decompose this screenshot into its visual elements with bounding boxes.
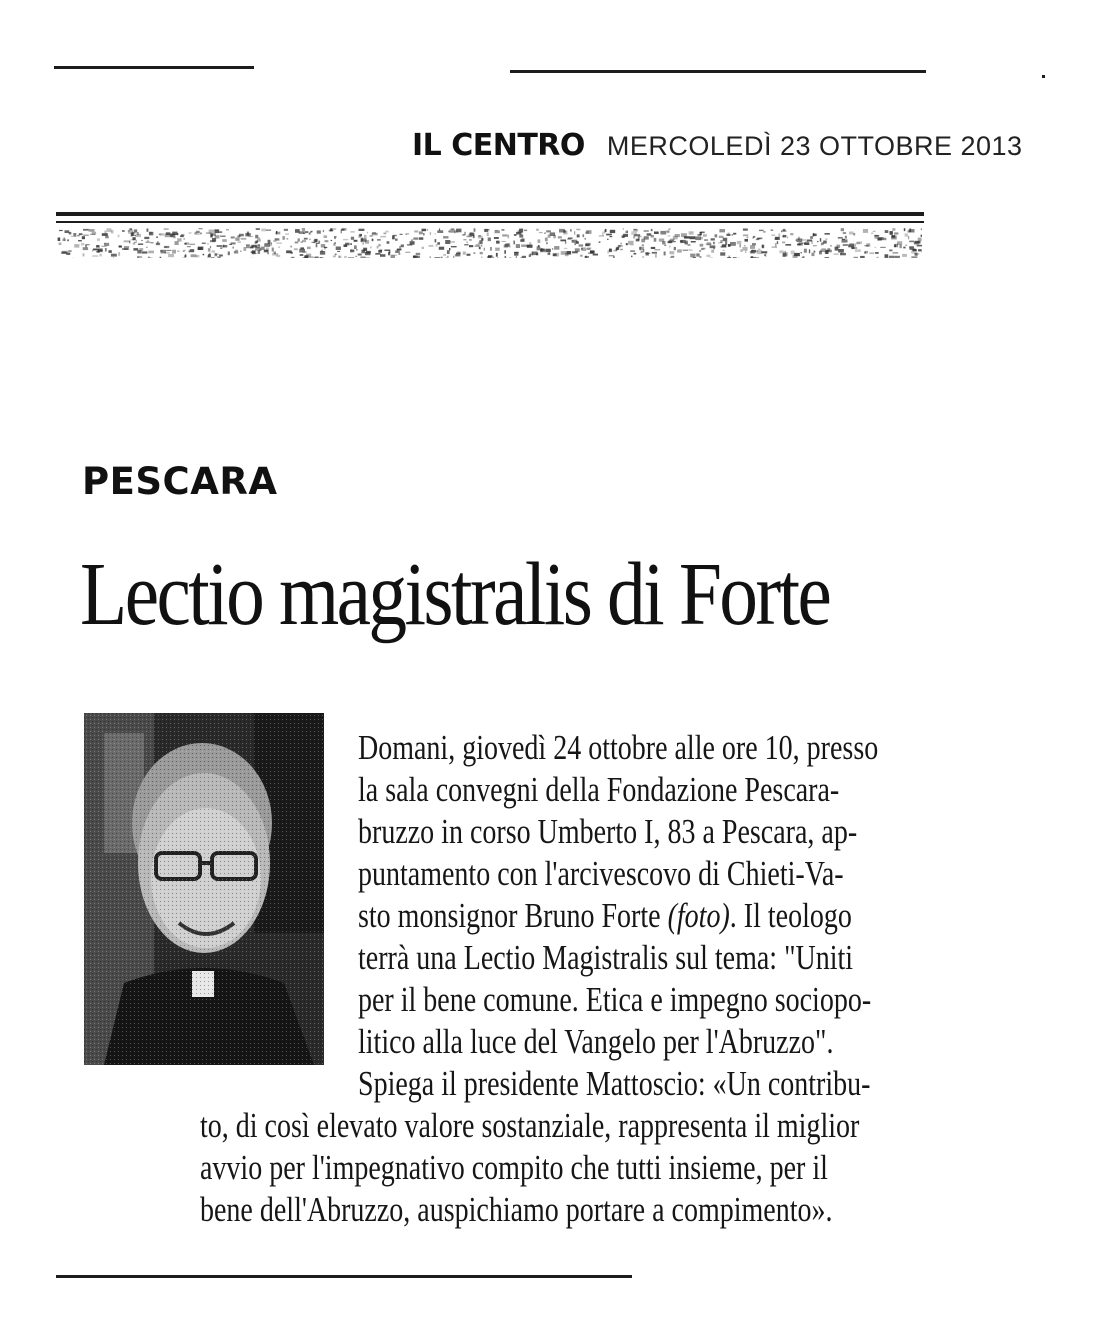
top-left-rule [54, 66, 254, 69]
body-line-segment: . Il teologo [729, 896, 852, 935]
body-line: terrà una Lectio Magistralis sul tema: "Uniti [358, 938, 854, 977]
newspaper-name: IL CENTRO [412, 128, 585, 163]
corner-dot [1042, 75, 1045, 78]
body-line: puntamento con l'arcivescovo di Chieti-Va- [358, 854, 844, 893]
masthead-rule [56, 212, 924, 216]
portrait-photo [84, 713, 324, 1065]
bottom-rule [56, 1275, 632, 1278]
body-line: avvio per l'impegnativo compito che tutti insieme, per il [200, 1148, 828, 1187]
masthead-rule-thin [56, 221, 924, 223]
headline: Lectio magistralis di Forte [80, 545, 830, 644]
body-line: Domani, giovedì 24 ottobre alle ore 10, presso [358, 728, 879, 767]
section-label: PESCARA [82, 460, 278, 503]
photo-credit-note: (foto) [667, 896, 730, 935]
body-line: bruzzo in corso Umberto I, 83 a Pescara, ap- [358, 812, 858, 851]
body-line: to, di così elevato valore sostanziale, rappresenta il miglior [200, 1106, 860, 1145]
scan-noise-strip [56, 228, 922, 258]
issue-date: MERCOLEDÌ 23 OTTOBRE 2013 [606, 131, 1023, 161]
body-line: Spiega il presidente Mattoscio: «Un contribu- [358, 1064, 871, 1103]
body-line: litico alla luce del Vangelo per l'Abruzzo". [358, 1022, 834, 1061]
masthead [412, 128, 1023, 174]
top-right-rule [510, 70, 926, 73]
body-line: bene dell'Abruzzo, auspichiamo portare a compimento». [200, 1190, 833, 1229]
body-line-segment: sto monsignor Bruno Forte [358, 896, 661, 935]
body-line: la sala convegni della Fondazione Pescara- [358, 770, 840, 809]
body-line: per il bene comune. Etica e impegno sociopo- [358, 980, 872, 1019]
body-line [358, 896, 852, 936]
